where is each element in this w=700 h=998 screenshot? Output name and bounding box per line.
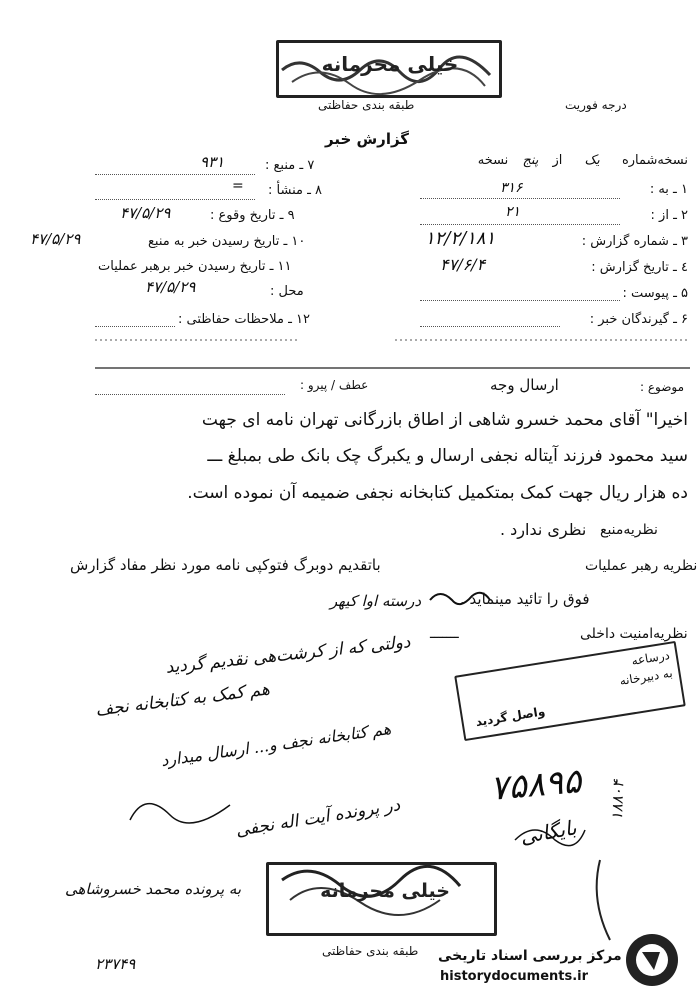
field-to-value: ۳۱۶ [500, 180, 523, 196]
field-place: محل : [270, 284, 304, 299]
copy-number-line [398, 153, 688, 168]
handwritten-signature-1: درسته اوا کیهر [330, 592, 422, 610]
subject-value: ارسال وجه [490, 376, 559, 394]
receipt-stamp-line-2: به دبیرخانه [618, 665, 674, 689]
field-security-notes: ۱۲ ـ ملاحظات حفاظتی : [178, 312, 310, 327]
field-source: ۷ ـ منبع : [265, 158, 315, 173]
handwritten-line-1: دولتی که از کرشت‌هی نقدیم گردید [164, 632, 412, 678]
field-place-value: ۴۷/۵/۲۹ [145, 278, 196, 296]
field-from-value: ۲۱ [505, 204, 521, 220]
body-line-1: اخیرا" آقای محمد خسرو شاهی از اطاق بازرگانی تهران نامه ای جهت [201, 410, 688, 430]
field-recipients: ۶ ـ گیرندگان خبر : [589, 312, 688, 327]
handwritten-side-note: بایگانی [518, 815, 579, 849]
field-source-received: ۱۰ ـ تاریخ رسیدن خبر به منبع [148, 234, 306, 249]
internal-security-label: نظریه‌امنیت داخلی [580, 626, 688, 642]
field-operation-received: ۱۱ ـ تاریخ رسیدن خبر برهبر عملیات [98, 259, 292, 274]
field-event-date-value: ۴۷/۵/۲۹ [120, 204, 171, 222]
field-source-received-value: ۴۷/۵/۲۹ [30, 230, 81, 248]
bottom-classification-label: طبقه بندی حفاظتی [322, 944, 419, 958]
handwritten-archive-number: ۷۵۸۹۵ [488, 761, 583, 809]
field-attachment: ۵ ـ پیوست : [622, 286, 688, 301]
classification-label: طبقه بندی حفاظتی [318, 98, 415, 112]
handwritten-right-margin-number: ۱۸۸۰۴ [608, 779, 628, 821]
field-origin-value: = [232, 178, 244, 194]
copy-copies: نسخه [477, 153, 509, 168]
receipt-stamp-line-1: درساعه [630, 648, 671, 668]
top-stamp-text: خیلی محرمانه [321, 52, 459, 76]
copy-number: یک [584, 153, 600, 168]
operation-opinion-value: باتقدیم دوبرگ فتوکپی نامه مورد نظر مفاد گزارش [70, 556, 381, 574]
field-report-number: ۳ ـ شماره گزارش : [581, 234, 688, 249]
copy-total: پنج [522, 153, 539, 168]
copy-of: از [552, 153, 563, 168]
copy-label: نسخه‌شماره [621, 153, 688, 168]
source-opinion-label: نظریه‌منبع [600, 522, 658, 538]
handwritten-bottom-note: به پرونده محمد خسروشاهی [65, 880, 242, 898]
subject-label: موضوع : [640, 380, 685, 394]
field-event-date: ۹ ـ تاریخ وقوع : [210, 208, 295, 223]
field-to: ۱ ـ به : [649, 182, 688, 197]
field-report-date-value: ۴۷/۶/۴ [440, 255, 486, 274]
receipt-stamp-line-3: واصل گردید [474, 704, 547, 730]
priority-label: درجه فوریت [565, 98, 627, 112]
bottom-stamp-text: خیلی محرمانه [320, 880, 450, 902]
field-source-value: ۹۳۱ [200, 153, 225, 171]
handwritten-bottom-code: ۲۳۷۴۹ [95, 955, 136, 973]
watermark-url: historydocuments.ir [440, 969, 589, 984]
field-report-date: ٤ ـ تاریخ گزارش : [591, 260, 688, 275]
body-line-2: سید محمود فرزند آیتاله نجفی ارسال و یکبرگ چک بانک طی بمبلغ ـــ [207, 446, 688, 466]
body-line-3: ده هزار ریال جهت کمک بمتکمیل کتابخانه نجفی ضمیمه آن نموده است. [187, 483, 688, 503]
internal-security-dashes: ـــــــ [430, 626, 459, 642]
field-origin: ۸ ـ منشأ : [268, 183, 323, 198]
field-from: ۲ ـ از : [650, 208, 688, 223]
operation-opinion-value-2: فوق را تائید مینماید . [460, 590, 590, 608]
report-title: گزارش خبر [325, 130, 410, 148]
watermark-title: مرکز بررسی اسناد تاریخی [438, 948, 622, 964]
source-opinion-value: نظری ندارد . [500, 520, 587, 539]
handwritten-line-3: هم کتابخانه نجف و... ارسال میدارد [159, 718, 393, 771]
field-report-number-value: ۱۲/۲/۱۸۱ [425, 228, 496, 249]
handwritten-margin-note: در پرونده آیت اله نجفی [234, 795, 402, 841]
handwritten-line-2: هم کمک به کتابخانه نجف [94, 679, 271, 721]
operation-opinion-label: نظریه رهبر عملیات [585, 558, 698, 574]
reference-label: عطف / پیرو : [300, 378, 369, 392]
